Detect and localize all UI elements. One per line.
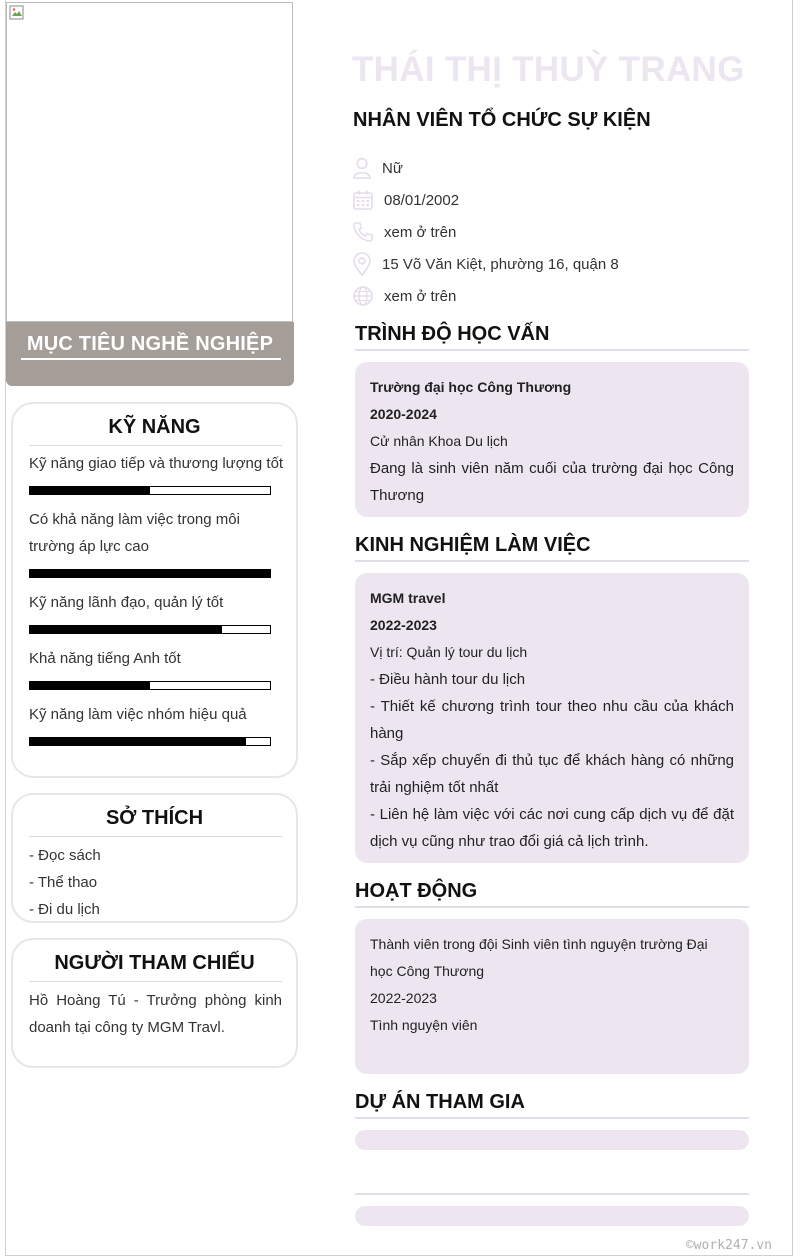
education-period: 2020-2024 bbox=[370, 406, 437, 422]
calendar-icon bbox=[352, 189, 374, 211]
info-address bbox=[352, 251, 619, 277]
experience-duty: - Thiết kế chương trình tour theo nhu cầu của khách hàng bbox=[370, 698, 734, 742]
education-title: TRÌNH ĐỘ HỌC VẤN bbox=[355, 323, 550, 345]
broken-image-icon bbox=[9, 5, 25, 21]
experience-duty: - Sắp xếp chuyến đi thủ tục để khách hàng có những trải nghiệm tốt nhất bbox=[370, 752, 734, 796]
skill-label: Kỹ năng giao tiếp và thương lượng tốt bbox=[29, 455, 284, 472]
references-divider bbox=[29, 981, 282, 982]
skill-bar bbox=[29, 625, 271, 634]
extra-section-box bbox=[355, 1206, 749, 1226]
activity-organization: Thành viên trong đội Sinh viên tình nguyện trường Đại học Công Thương bbox=[370, 936, 708, 979]
candidate-name: THÁI THỊ THUỲ TRANG bbox=[352, 50, 745, 89]
experience-duty: - Liên hệ làm việc với các nơi cung cấp dịch vụ để đặt dịch vụ cũng như trao đổi giá cả lịch trình. bbox=[370, 806, 734, 850]
globe-icon bbox=[352, 285, 374, 307]
activity-period: 2022-2023 bbox=[370, 990, 437, 1006]
profile-photo bbox=[6, 2, 293, 322]
hobby-item: - Thể thao bbox=[29, 874, 98, 891]
objective-divider bbox=[21, 358, 281, 360]
references-card bbox=[11, 938, 298, 1068]
experience-box bbox=[355, 573, 749, 863]
career-objective-header bbox=[6, 322, 294, 386]
references-title: NGƯỜI THAM CHIẾU bbox=[54, 952, 255, 974]
skill-bar-fill bbox=[30, 570, 270, 577]
skill-label: Kỹ năng làm việc nhóm hiệu quả bbox=[29, 706, 247, 723]
watermark: ©work247.vn bbox=[685, 1238, 772, 1253]
experience-company: MGM travel bbox=[370, 590, 446, 606]
skill-bar-fill bbox=[30, 738, 246, 745]
skill-bar bbox=[29, 681, 271, 690]
skill-label: Có khả năng làm việc trong môi trường áp lực cao bbox=[29, 511, 240, 555]
experience-duty: - Điều hành tour du lịch bbox=[370, 671, 526, 688]
skill-bar-fill bbox=[30, 682, 150, 689]
education-divider bbox=[355, 349, 749, 351]
education-school: Trường đại học Công Thương bbox=[370, 379, 572, 395]
job-title: NHÂN VIÊN TỔ CHỨC SỰ KIỆN bbox=[353, 109, 651, 131]
info-birthday bbox=[352, 187, 459, 213]
projects-divider bbox=[355, 1117, 749, 1119]
activity-role: Tình nguyện viên bbox=[370, 1017, 478, 1033]
skill-bar-fill bbox=[30, 487, 150, 494]
skills-title: KỸ NĂNG bbox=[108, 416, 201, 438]
education-description: Đang là sinh viên năm cuối của trường đại học Công Thương bbox=[370, 460, 734, 504]
projects-box bbox=[355, 1130, 749, 1150]
projects-title: DỰ ÁN THAM GIA bbox=[355, 1091, 525, 1113]
phone-icon bbox=[352, 221, 374, 243]
info-website bbox=[352, 283, 456, 309]
skill-bar bbox=[29, 486, 271, 495]
experience-position: Vị trí: Quản lý tour du lịch bbox=[370, 644, 528, 660]
reference-text: Hồ Hoàng Tú - Trưởng phòng kinh doanh tại công ty MGM Travl. bbox=[29, 992, 282, 1036]
hobbies-title: SỞ THÍCH bbox=[105, 807, 204, 829]
skill-bar bbox=[29, 737, 271, 746]
hobbies-card bbox=[11, 793, 298, 923]
hobby-item: - Đi du lịch bbox=[29, 901, 100, 918]
experience-period: 2022-2023 bbox=[370, 617, 437, 633]
education-degree: Cử nhân Khoa Du lịch bbox=[370, 433, 508, 449]
info-phone bbox=[352, 219, 456, 245]
location-icon bbox=[352, 252, 372, 276]
activities-box bbox=[355, 919, 749, 1074]
objective-title: MỤC TIÊU NGHỀ NGHIỆP bbox=[26, 333, 274, 355]
hobbies-divider bbox=[29, 836, 282, 837]
skill-bar-fill bbox=[30, 626, 222, 633]
skill-label: Khả năng tiếng Anh tốt bbox=[29, 650, 181, 667]
user-icon bbox=[352, 157, 372, 179]
hobby-item: - Đọc sách bbox=[29, 847, 101, 864]
experience-divider bbox=[355, 560, 749, 562]
address-text: 15 Võ Văn Kiệt, phường 16, quận 8 bbox=[382, 255, 619, 273]
gender-text: Nữ bbox=[382, 159, 403, 177]
extra-section-divider bbox=[355, 1193, 749, 1195]
website-text: xem ở trên bbox=[384, 287, 457, 305]
birthday-text: 08/01/2002 bbox=[384, 191, 460, 209]
skills-card bbox=[11, 402, 298, 778]
skill-label: Kỹ năng lãnh đạo, quản lý tốt bbox=[29, 594, 224, 611]
info-gender bbox=[352, 155, 403, 181]
experience-title: KINH NGHIỆM LÀM VIỆC bbox=[355, 534, 591, 556]
skill-bar bbox=[29, 569, 271, 578]
education-box bbox=[355, 362, 749, 517]
activities-title: HOẠT ĐỘNG bbox=[355, 880, 478, 902]
phone-text: xem ở trên bbox=[384, 223, 457, 241]
skills-divider bbox=[29, 445, 282, 446]
activities-divider bbox=[355, 906, 749, 908]
